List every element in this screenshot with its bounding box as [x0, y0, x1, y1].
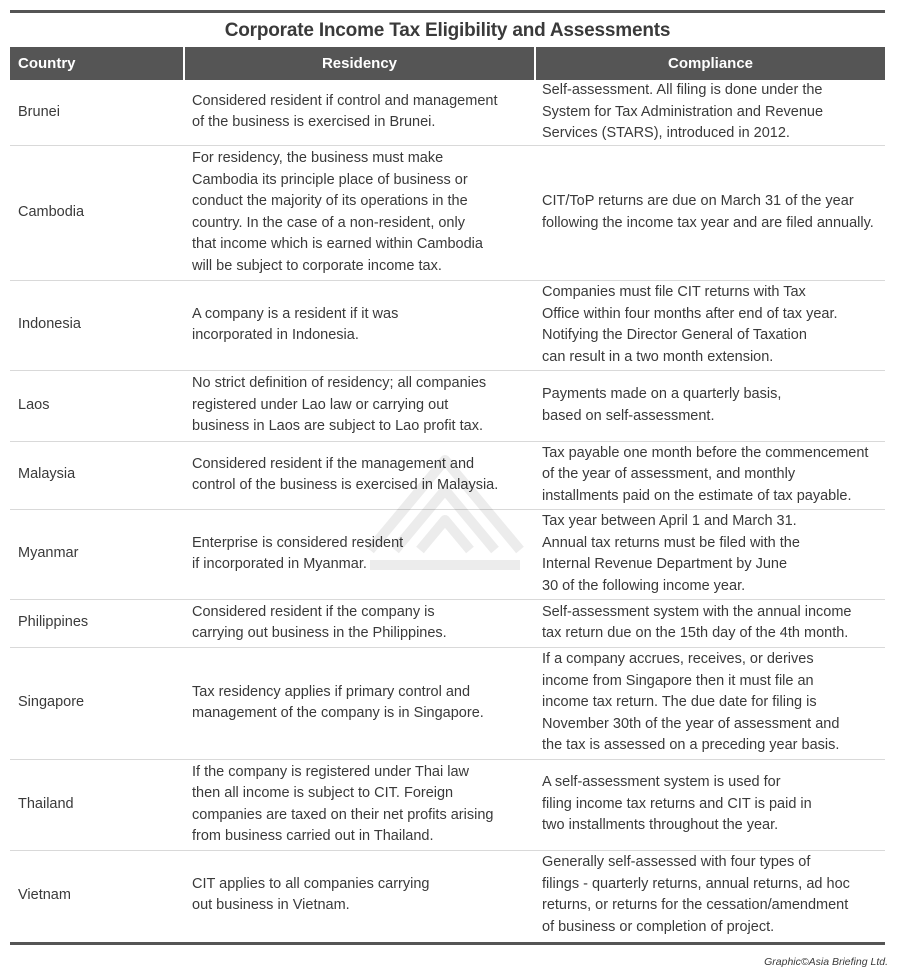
compliance-cell: A self-assessment system is used for filing income tax returns and CIT is paid in two installments throughout the year.: [542, 774, 812, 834]
residency-cell: No strict definition of residency; all companies registered under Lao law or carrying out business in Laos are subject to Lao profit tax.: [192, 375, 487, 435]
residency-cell: Enterprise is considered resident if incorporated in Myanmar.: [192, 534, 404, 572]
table-row: [10, 647, 885, 759]
table-row: [10, 509, 885, 599]
compliance-cell: Tax year between April 1 and March 31. Annual tax returns must be filed with the Internal Revenue Department by June 30 of the following income year.: [542, 513, 800, 594]
table-row: [10, 850, 885, 940]
residency-cell: Tax residency applies if primary control and management of the company is in Singapore.: [192, 683, 484, 721]
compliance-cell: Tax payable one month before the commencement of the year of assessment, and monthly installments paid on the estimate of tax payable.: [542, 444, 869, 504]
header-country: Country: [10, 47, 184, 80]
residency-cell: For residency, the business must make Cambodia its principle place of business or conduct the majority of its operations in the country. In the case of a non-resident, only that income which is earned within Cambodia will be subject to corporate income tax.: [192, 150, 483, 274]
credit-text: Graphic©Asia Briefing Ltd.: [764, 956, 888, 968]
table-row: [10, 759, 885, 850]
compliance-cell: Self-assessment system with the annual income tax return due on the 15th day of the 4th month.: [542, 603, 852, 641]
country-cell: Thailand: [10, 759, 184, 850]
residency-cell: A company is a resident if it was incorporated in Indonesia.: [192, 305, 399, 343]
country-cell: Myanmar: [10, 509, 184, 599]
residency-cell: Considered resident if control and management of the business is exercised in Brunei.: [192, 92, 498, 131]
compliance-cell: If a company accrues, receives, or derives income from Singapore then it must file an income tax return. The due date for filing is November 30th of the year of assessment and the tax is assessed on a preceding year basis.: [542, 651, 840, 754]
compliance-cell: Self-assessment. All filing is done under the System for Tax Administration and Revenue Services (STARS), introduced in 2012.: [542, 82, 824, 141]
table-row: [10, 441, 885, 509]
country-cell: Indonesia: [10, 280, 184, 370]
residency-cell: If the company is registered under Thai law then all income is subject to CIT. Foreign companies are taxed on their net profits arising from business carried out in Thailand.: [192, 763, 494, 844]
country-cell: Cambodia: [10, 145, 184, 280]
country-cell: Brunei: [10, 80, 184, 145]
residency-cell: Considered resident if the company is carrying out business in the Philippines.: [192, 603, 447, 641]
residency-cell: Considered resident if the management and control of the business is exercised in Malaysia.: [192, 455, 499, 493]
country-cell: Vietnam: [18, 886, 71, 903]
compliance-cell: CIT/ToP returns are due on March 31 of the year following the income tax year and are filed annually.: [542, 193, 874, 231]
country-cell: Laos: [10, 370, 184, 441]
country-cell: Malaysia: [10, 441, 184, 509]
table-row: [10, 370, 885, 441]
residency-cell: CIT applies to all companies carrying out business in Vietnam.: [192, 875, 430, 914]
table-row: [10, 80, 885, 145]
country-cell: Singapore: [10, 647, 184, 759]
header-compliance: Compliance: [535, 47, 885, 80]
header-residency: Residency: [184, 47, 535, 80]
compliance-cell: Payments made on a quarterly basis, based on self-assessment.: [542, 386, 782, 424]
bottom-rule: [10, 942, 885, 945]
table-graphic: [10, 10, 885, 945]
compliance-cell: Generally self-assessed with four types of filings - quarterly returns, annual returns, ad hoc returns, or returns for the cessation/amendment of business or completion of project.: [542, 854, 850, 935]
country-cell: Philippines: [10, 599, 184, 647]
table-row: [10, 599, 885, 647]
header-row: [10, 47, 885, 80]
tax-table: [10, 47, 885, 940]
table-row: [10, 145, 885, 280]
page-title: Corporate Income Tax Eligibility and Assessments: [224, 20, 671, 41]
compliance-cell: Companies must file CIT returns with Tax Office within four months after end of tax year. Notifying the Director General of Taxation can result in a two month extension.: [542, 284, 838, 365]
table-row: [10, 280, 885, 370]
